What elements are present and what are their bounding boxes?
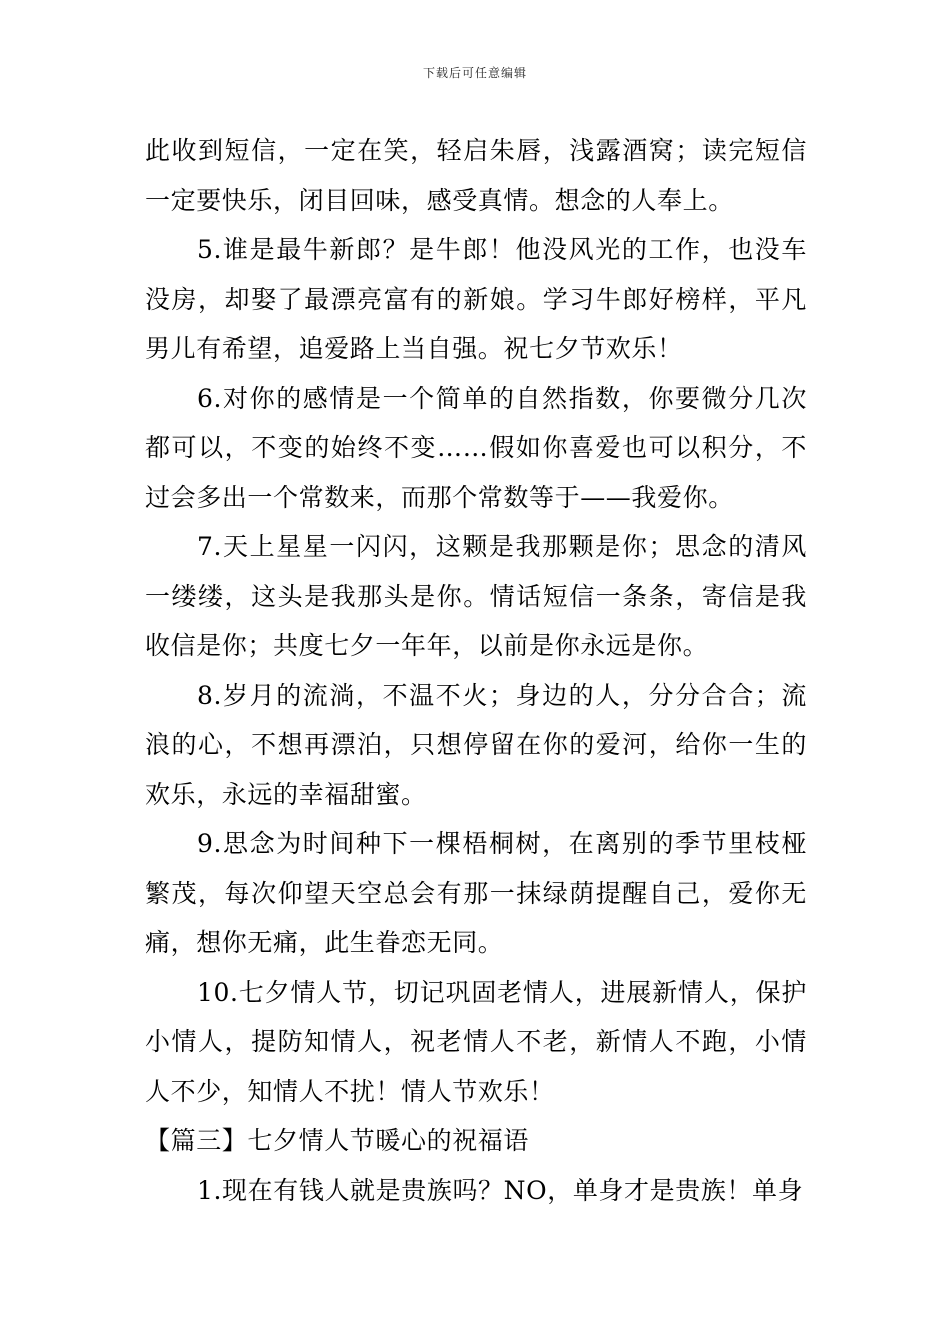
- paragraph-item-8: 8.岁月的流淌，不温不火；身边的人，分分合合；流浪的心，不想再漂泊，只想停留在你的爱河，给你一生的欢乐，永远的幸福甜蜜。: [145, 680, 807, 809]
- paragraph-item-10: 10.七夕情人节，切记巩固老情人，进展新情人，保护小情人，提防知情人，祝老情人不老，新情人不跑，小情人不少，知情人不扰！情人节欢乐！: [145, 977, 807, 1106]
- paragraph-item-7: 7.天上星星一闪闪，这颗是我那颗是你；思念的清风一缕缕，这头是我那头是你。情话短信一条条，寄信是我收信是你；共度七夕一年年，以前是你永远是你。: [145, 532, 807, 660]
- paragraph-item-6: 6.对你的感情是一个简单的自然指数，你要微分几次都可以，不变的始终不变……假如你喜爱也可以积分，不过会多出一个常数来，而那个常数等于——我爱你。: [145, 383, 807, 512]
- paragraph-item-9: 9.思念为时间种下一棵梧桐树，在离别的季节里枝桠繁茂，每次仰望天空总会有那一抹绿荫提醒自己，爱你无痛，想你无痛，此生眷恋无同。: [145, 829, 807, 957]
- document-body: [145, 126, 807, 1215]
- page-header: 下载后可任意编辑: [422, 66, 527, 80]
- paragraph-continued: 此收到短信，一定在笑，轻启朱唇，浅露酒窝；读完短信一定要快乐，闭目回味，感受真情。想念的人奉上。: [145, 136, 807, 215]
- section-heading: 【篇三】七夕情人节暖心的祝福语: [145, 1126, 530, 1155]
- paragraph-item-1: 1.现在有钱人就是贵族吗？NO，单身才是贵族！单身: [197, 1175, 804, 1205]
- paragraph-item-5: 5.谁是最牛新郎？是牛郎！他没风光的工作，也没车没房，却娶了最漂亮富有的新娘。学习牛郎好榜样，平凡男儿有希望，追爱路上当自强。祝七夕节欢乐！: [145, 235, 807, 363]
